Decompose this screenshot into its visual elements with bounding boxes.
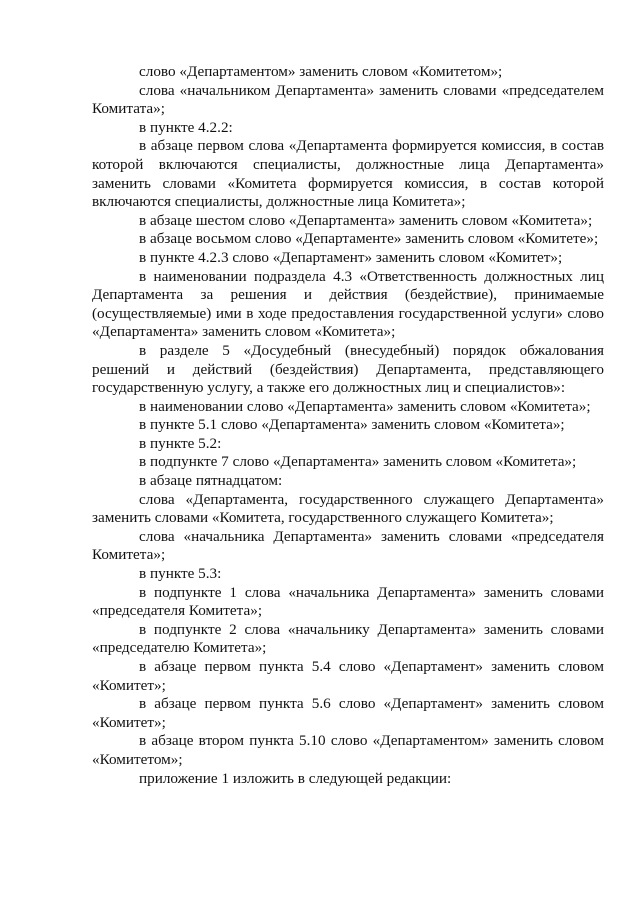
paragraph: приложение 1 изложить в следующей редакции: <box>139 769 452 787</box>
paragraph: в пункте 5.3: <box>139 565 222 583</box>
paragraph: слова «начальником Департамента» заменить словами «председателем Комитата»; <box>92 81 604 118</box>
paragraph: в абзаце восьмом слово «Департаменте» заменить словом «Комитете»; <box>139 230 599 248</box>
paragraph: в наименовании подраздела 4.3 «Ответственность должностных лиц Департамента за решения и действия (бездействие), принимаемые (осуществляемые) ими в ходе предоставления государственной услуги» слово «Департамента» заменить словом «Комитета»; <box>92 267 604 341</box>
paragraph: в пункте 5.2: <box>139 434 222 452</box>
paragraph: слова «начальника Департамента» заменить словами «председателя Комитета»; <box>92 527 604 564</box>
document-body <box>92 63 604 788</box>
paragraph: в пункте 5.1 слово «Департамента» заменить словом «Комитета»; <box>139 416 565 434</box>
paragraph: слово «Департаментом» заменить словом «Комитетом»; <box>139 63 503 80</box>
paragraph: в абзаце первом слова «Департамента формируется комиссия, в состав которой включаются специалисты, должностные лица Департамента» заменить словами «Комитета формируется комиссия, в состав которой включаются специалисты, должностные лица Комитета»; <box>92 137 604 211</box>
paragraph: в пункте 4.2.3 слово «Департамент» заменить словом «Комитет»; <box>139 248 563 266</box>
paragraph: в подпункте 1 слова «начальника Департамента» заменить словами «председателя Комитета»; <box>92 583 604 620</box>
paragraph: в подпункте 2 слова «начальнику Департамента» заменить словами «председателю Комитета»; <box>92 620 604 657</box>
paragraph: в абзаце пятнадцатом: <box>139 472 283 490</box>
paragraph: слова «Департамента, государственного служащего Департамента» заменить словами «Комитета, государственного служащего Комитета»; <box>92 490 604 527</box>
paragraph: в абзаце первом пункта 5.6 слово «Департамент» заменить словом «Комитет»; <box>92 695 604 731</box>
paragraph: в наименовании слово «Департамента» заменить словом «Комитета»; <box>139 397 591 415</box>
paragraph: в абзаце втором пункта 5.10 слово «Департаментом» заменить словом «Комитетом»; <box>92 732 604 768</box>
paragraph: в абзаце первом пункта 5.4 слово «Департамент» заменить словом «Комитет»; <box>92 658 604 694</box>
paragraph: в абзаце шестом слово «Департамента» заменить словом «Комитета»; <box>139 211 593 229</box>
paragraph: в пункте 4.2.2: <box>139 118 233 136</box>
paragraph: в подпункте 7 слово «Департамента» заменить словом «Комитета»; <box>139 453 577 471</box>
paragraph: в разделе 5 «Досудебный (внесудебный) порядок обжалования решений и действий (бездействия) Департамента, представляющего государственную услугу, а также его должностных лиц и специалистов»: <box>92 341 604 397</box>
